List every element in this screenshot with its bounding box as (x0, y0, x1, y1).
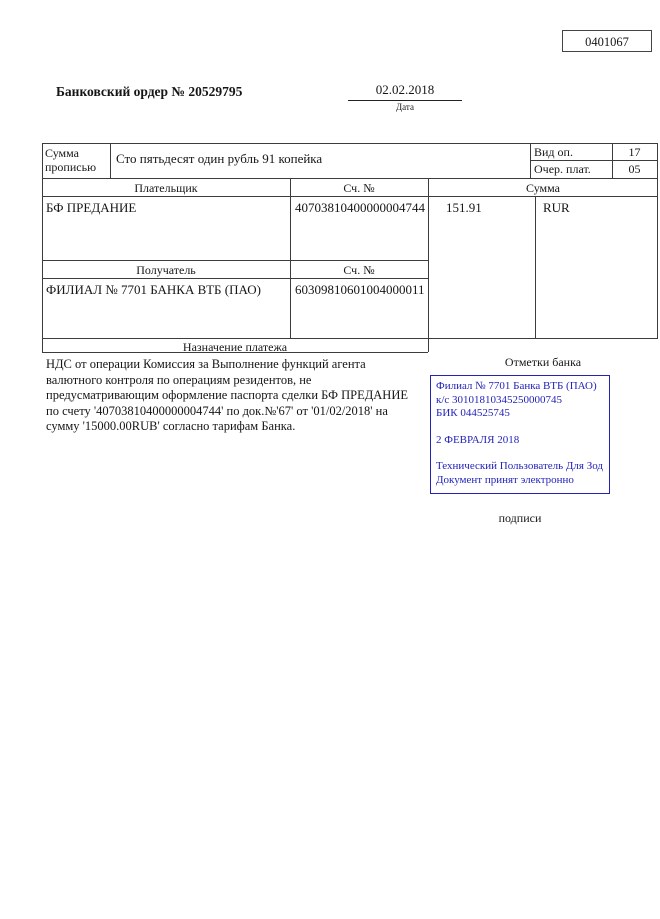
payer-account: 40703810400000004744 (295, 200, 425, 215)
amount-words-label: Сумма прописью (45, 146, 97, 174)
stamp-bik: БИК 044525745 (436, 407, 510, 419)
divider (42, 278, 428, 279)
form-code: 0401067 (585, 35, 629, 49)
purpose-header: Назначение платежа (182, 340, 288, 354)
op-type-label: Вид оп. (534, 145, 573, 159)
date-block (348, 82, 462, 112)
divider (530, 143, 531, 178)
date-caption: Дата (396, 102, 414, 112)
payer-account-header: Сч. № (343, 181, 375, 195)
stamp-date: 2 ФЕВРАЛЯ 2018 (436, 433, 520, 446)
sum-currency: RUR (543, 200, 570, 215)
divider (428, 178, 429, 352)
priority-value: 05 (628, 162, 641, 176)
divider (42, 196, 658, 197)
divider (42, 143, 43, 352)
signatures-caption: подписи (498, 511, 542, 525)
purpose-text: НДС от операции Комиссия за Выполнение функций агента валютного контроля по операциям резидентов, не предусматривающим оформление паспорта сделки БФ ПРЕДАНИЕ по счету '40703810400000004744' по док.№'67' от '01/02/2018' на сумму '15000.00RUB' согласно тарифам Банка. (46, 357, 408, 433)
amount-words-value: Сто пятьдесят один рубль 91 копейка (116, 151, 323, 166)
recipient-account-header: Сч. № (343, 263, 375, 277)
priority-label: Очер. плат. (534, 162, 591, 176)
stamp-status: Документ принят электронно (436, 473, 574, 486)
form-code-box (562, 30, 652, 52)
divider (42, 338, 658, 339)
divider (530, 160, 658, 161)
stamp-bank-name: Филиал № 7701 Банка ВТБ (ПАО) (436, 380, 597, 392)
op-type-value: 17 (628, 145, 641, 159)
bank-stamp (430, 375, 610, 494)
document-title: Банковский ордер № 20529795 (56, 84, 243, 99)
recipient-account: 60309810601004000011 (295, 282, 425, 297)
stamp-corr-account: к/с 30101810345250000745 (436, 393, 563, 406)
recipient-name: ФИЛИАЛ № 7701 БАНКА ВТБ (ПАО) (46, 282, 261, 297)
recipient-header: Получатель (136, 263, 196, 277)
payer-name: БФ ПРЕДАНИЕ (46, 200, 137, 215)
sum-header: Сумма (526, 181, 560, 195)
stamp-user: Технический Пользователь Для Зод (436, 460, 604, 472)
payer-header: Плательщик (134, 181, 198, 195)
sum-value: 151.91 (446, 200, 482, 215)
divider (42, 260, 428, 261)
divider (42, 178, 658, 179)
date-value: 02.02.2018 (348, 82, 462, 101)
divider (110, 143, 111, 178)
divider (535, 196, 536, 338)
divider (657, 143, 658, 338)
divider (290, 178, 291, 338)
bank-marks-header: Отметки банка (504, 355, 582, 369)
order-table (42, 143, 658, 543)
divider (42, 143, 658, 144)
